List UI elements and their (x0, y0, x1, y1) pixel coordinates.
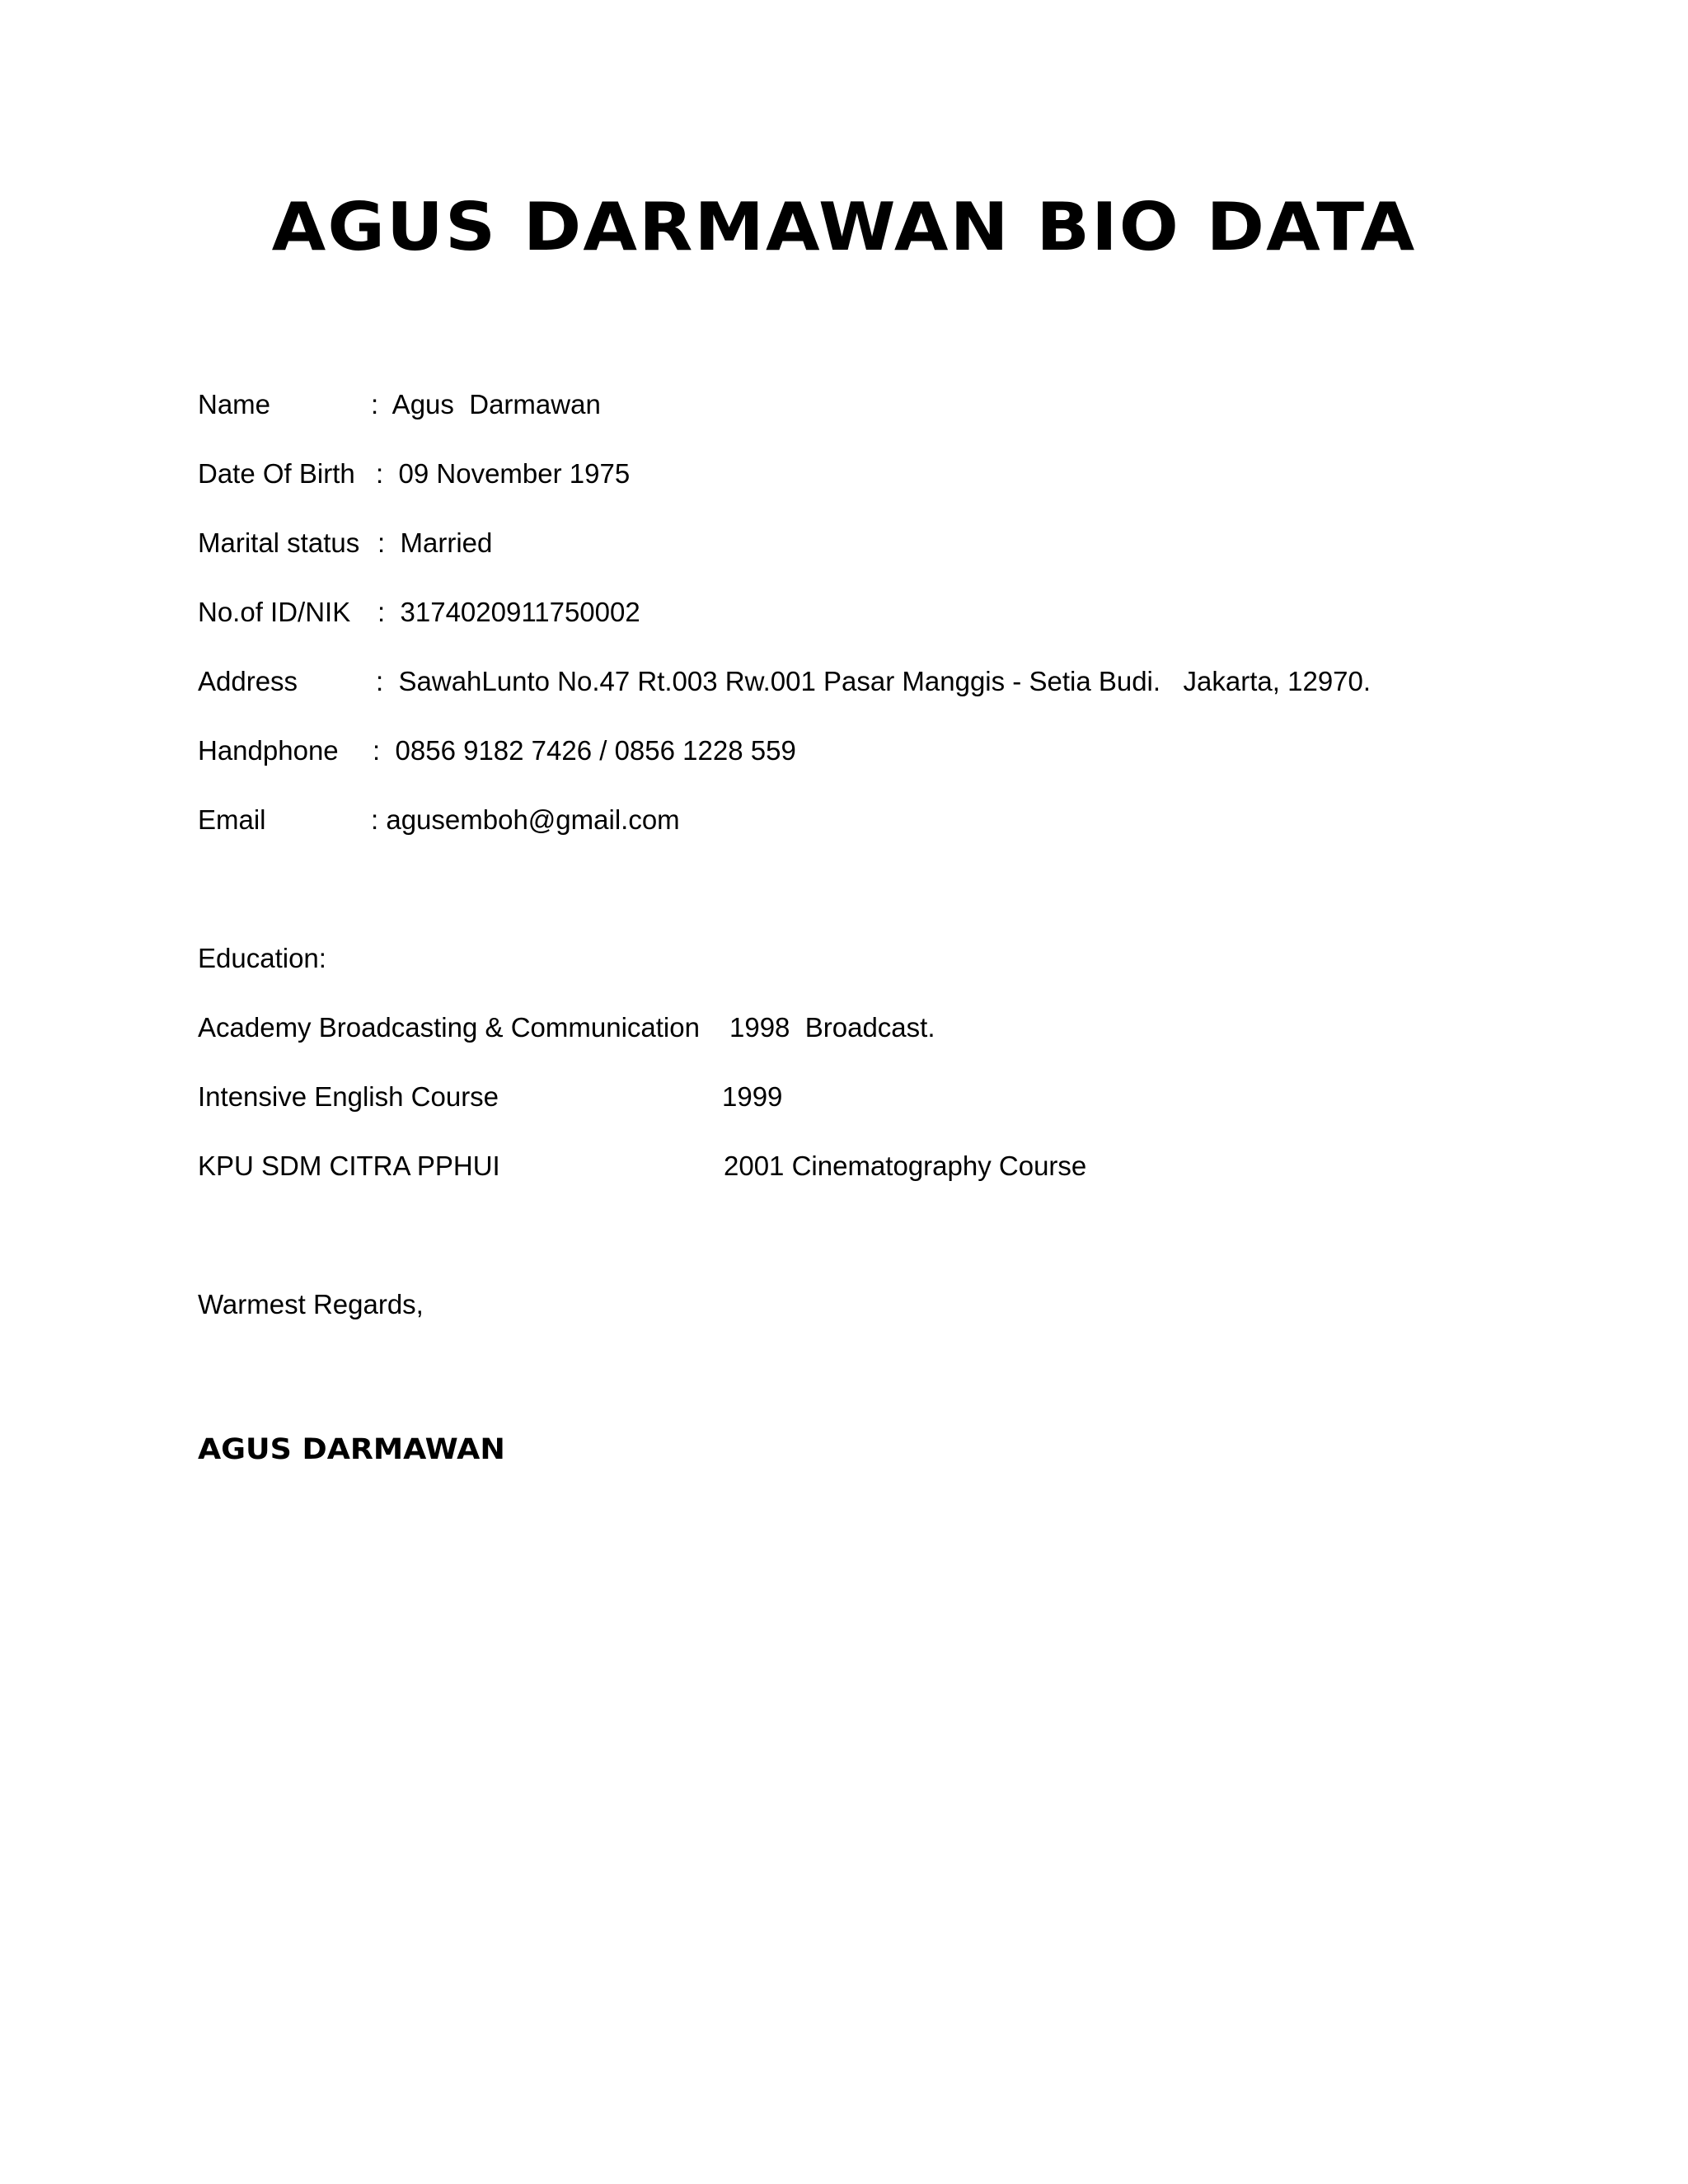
date-of-birth-value: : 09 November 1975 (376, 458, 631, 489)
email-label: Email (198, 804, 266, 835)
document-title: AGUS DARMAWAN BIO DATA (271, 189, 1417, 265)
education-institution: Intensive English Course (198, 1081, 499, 1112)
id-number-value: : 3174020911750002 (377, 597, 640, 627)
marital-status-label: Marital status (198, 527, 360, 558)
marital-status-value: : Married (377, 527, 493, 558)
handphone-label: Handphone (198, 735, 339, 766)
id-number-label: No.of ID/NIK (198, 597, 351, 627)
education-heading: Education: (198, 943, 326, 973)
email-value: : agusemboh@gmail.com (371, 804, 680, 835)
address-label: Address (198, 666, 298, 696)
handphone-value: : 0856 9182 7426 / 0856 1228 559 (373, 735, 796, 766)
name-value: : Agus Darmawan (371, 389, 601, 419)
education-institution: KPU SDM CITRA PPHUI (198, 1151, 500, 1181)
closing-text: Warmest Regards, (198, 1289, 424, 1319)
education-detail: 1998 Broadcast. (729, 1012, 935, 1043)
name-label: Name (198, 389, 271, 419)
education-detail: 2001 Cinematography Course (724, 1151, 1087, 1181)
date-of-birth-label: Date Of Birth (198, 458, 355, 489)
education-institution: Academy Broadcasting & Communication (198, 1012, 700, 1043)
signature-name: AGUS DARMAWAN (198, 1433, 505, 1466)
education-detail: 1999 (722, 1081, 783, 1112)
address-value: : SawahLunto No.47 Rt.003 Rw.001 Pasar Manggis - Setia Budi. Jakarta, 12970. (376, 666, 1372, 696)
